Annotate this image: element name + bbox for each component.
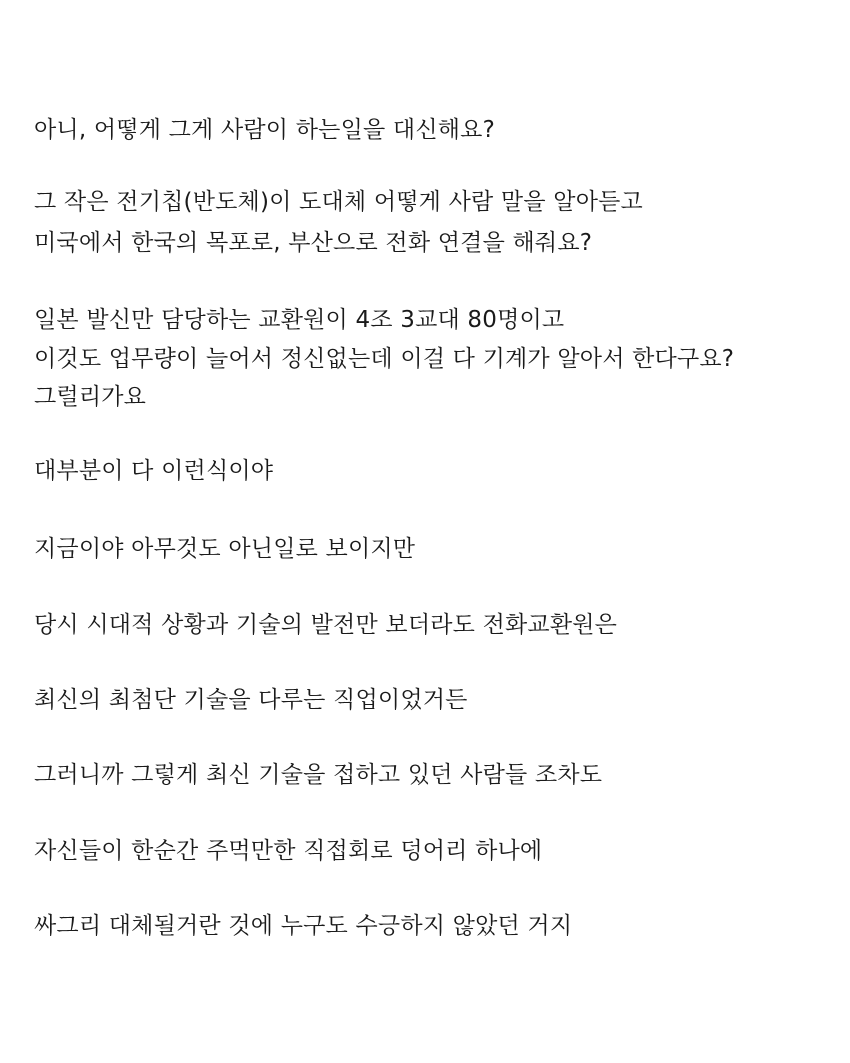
text-line: 그러니까 그렇게 최신 기술을 접하고 있던 사람들 조차도: [34, 762, 603, 788]
text-line: 그 작은 전기칩(반도체)이 도대체 어떻게 사람 말을 알아듣고: [34, 189, 643, 215]
text-line: 지금이야 아무것도 아닌일로 보이지만: [34, 536, 416, 562]
text-line: 대부분이 다 이런식이야: [34, 458, 274, 484]
text-line: 아니, 어떻게 그게 사람이 하는일을 대신해요?: [34, 117, 495, 143]
text-line: 싸그리 대체될거란 것에 누구도 수긍하지 않았던 거지: [34, 913, 573, 939]
text-line: 그럴리가요: [34, 384, 147, 410]
text-line: 이것도 업무량이 늘어서 정신없는데 이걸 다 기계가 알아서 한다구요?: [34, 346, 735, 372]
text-line: 미국에서 한국의 목포로, 부산으로 전화 연결을 해줘요?: [34, 230, 593, 256]
text-line: 자신들이 한순간 주먹만한 직접회로 덩어리 하나에: [34, 838, 543, 864]
text-line: 최신의 최첨단 기술을 다루는 직업이었거든: [34, 687, 468, 713]
text-line: 일본 발신만 담당하는 교환원이 4조 3교대 80명이고: [34, 307, 565, 333]
text-line: 당시 시대적 상황과 기술의 발전만 보더라도 전화교환원은: [34, 612, 618, 638]
